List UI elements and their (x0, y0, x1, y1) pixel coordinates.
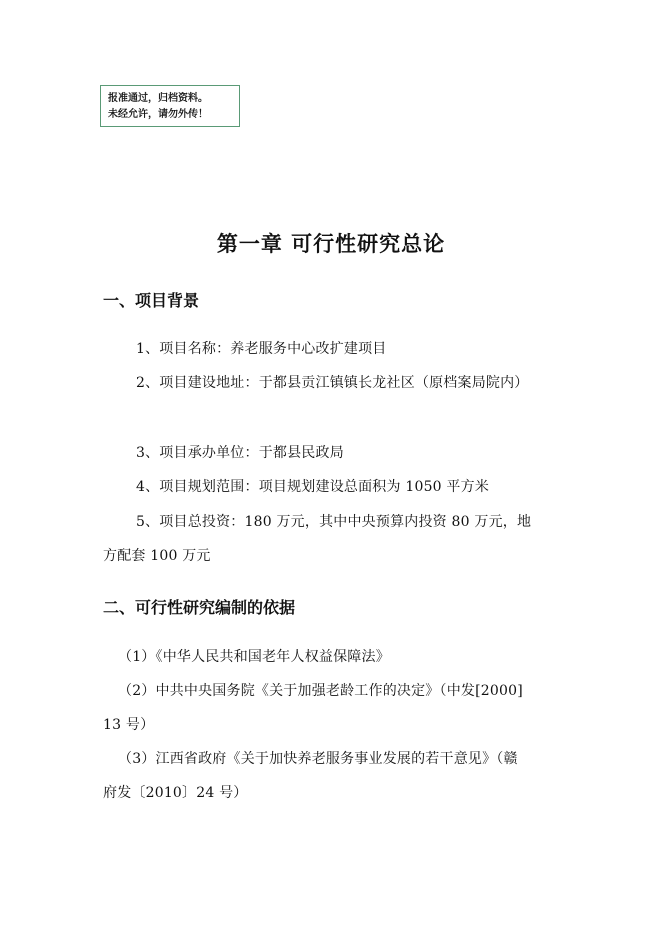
chapter-title: 第一章 可行性研究总论 (216, 231, 446, 256)
project-scope-line: 4、项目规划范围：项目规划建设总面积为 1050 平方米 (136, 479, 490, 495)
project-address-line: 2、项目建设地址：于都县贡江镇镇长龙社区（原档案局院内） (136, 375, 529, 391)
approval-stamp (100, 85, 240, 127)
project-investment-line-1: 5、项目总投资：180 万元，其中中央预算内投资 80 万元，地 (136, 514, 532, 530)
project-unit-line: 3、项目承办单位：于都县民政局 (136, 445, 344, 461)
basis-item-3-line-1: （3）江西省政府《关于加快养老服务事业发展的若干意见》（赣 (118, 751, 518, 767)
basis-item-2-line-2: 13 号） (103, 717, 155, 733)
project-investment-line-2: 方配套 100 万元 (103, 548, 211, 564)
stamp-line-2: 未经允许，请勿外传！ (108, 109, 208, 120)
stamp-line-1: 报准通过，归档资料。 (108, 93, 208, 104)
basis-item-1: （1）《中华人民共和国老年人权益保障法》 (118, 649, 390, 665)
basis-item-2-line-1: （2）中共中央国务院《关于加强老龄工作的决定》（中发[2000] (118, 683, 523, 699)
section-heading-background: 一、项目背景 (103, 291, 200, 310)
project-name-line: 1、项目名称：养老服务中心改扩建项目 (136, 341, 387, 357)
section-heading-basis: 二、可行性研究编制的依据 (103, 598, 296, 617)
basis-item-3-line-2: 府发〔2010〕24 号） (103, 785, 248, 801)
